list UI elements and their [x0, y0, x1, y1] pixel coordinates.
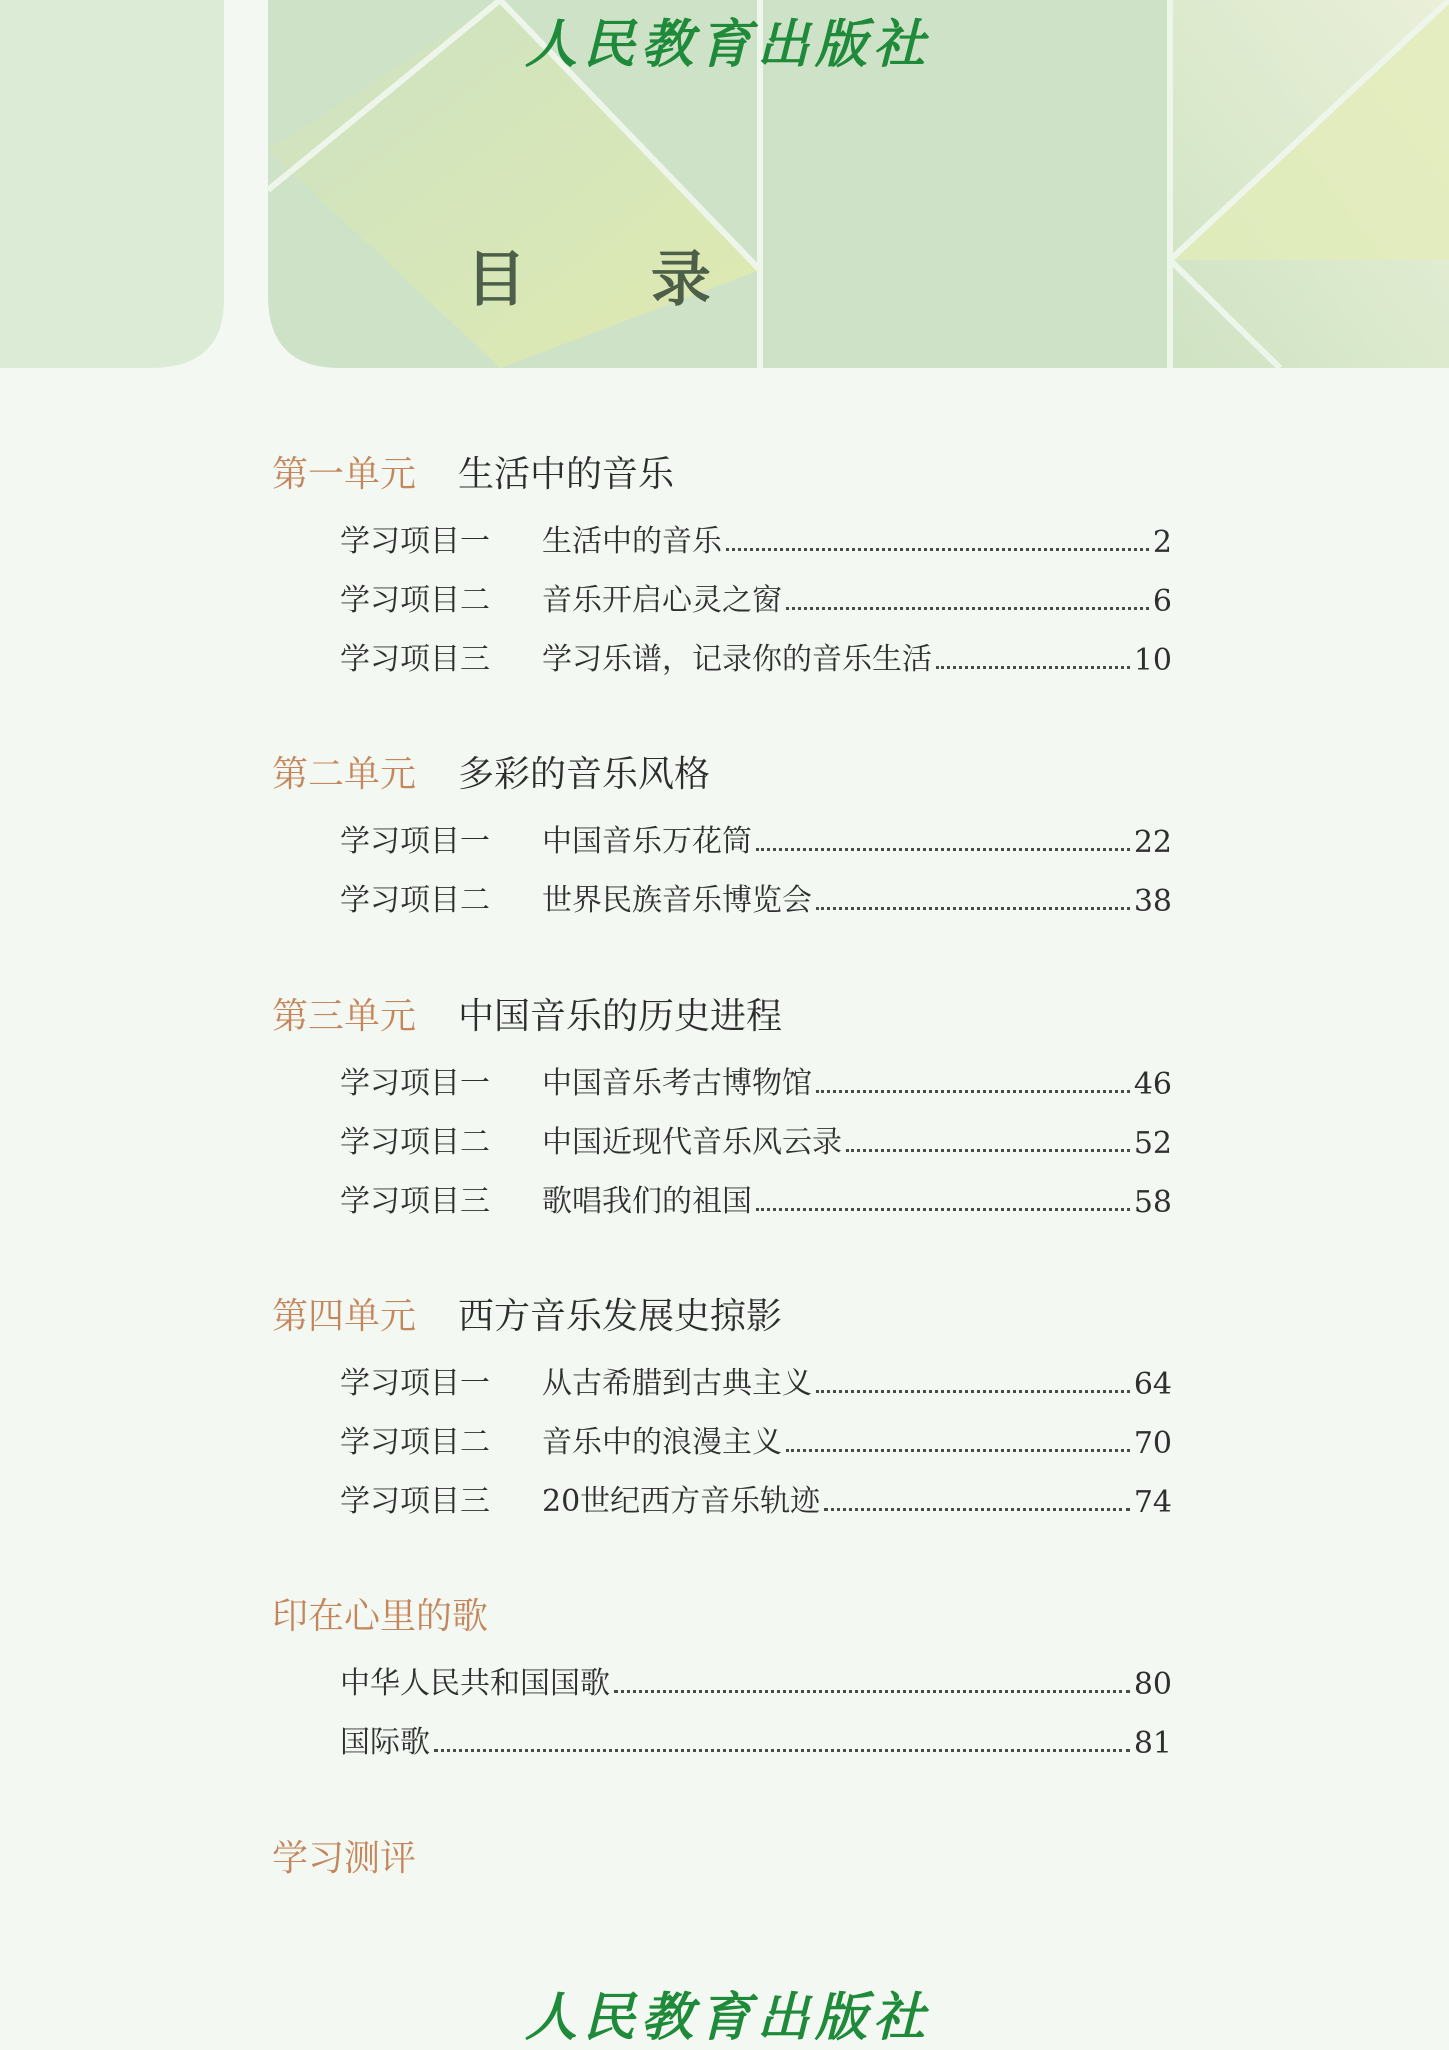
leader-dots [786, 607, 1149, 610]
entry-title: 生活中的音乐 [542, 524, 722, 559]
leader-dots [434, 1749, 1130, 1752]
toc-entry[interactable] [340, 630, 1172, 678]
entry-page: 70 [1133, 1426, 1172, 1461]
leader-dots [816, 907, 1130, 910]
unit-name: 多彩的音乐风格 [458, 754, 711, 795]
publisher-logo-top: 人民教育出版社 [525, 14, 932, 75]
entry-page: 2 [1152, 525, 1172, 560]
toc-entry[interactable] [340, 1172, 1172, 1220]
toc-entry[interactable] [340, 571, 1172, 619]
entry-page: 64 [1133, 1367, 1172, 1402]
unit-label: 第四单元 [272, 1296, 417, 1337]
unit-label: 第一单元 [272, 454, 417, 495]
leader-dots [824, 1508, 1130, 1511]
entry-code: 学习项目一 [340, 1066, 490, 1101]
unit-label: 第二单元 [272, 754, 417, 795]
entry-page: 74 [1133, 1485, 1172, 1520]
entry-title: 音乐中的浪漫主义 [542, 1425, 782, 1460]
section-heading[interactable] [272, 1830, 416, 1880]
unit-heading [272, 988, 782, 1038]
entry-title: 中国近现代音乐风云录 [542, 1125, 842, 1160]
unit-heading [272, 1288, 782, 1338]
toc-entry[interactable] [340, 812, 1172, 860]
entry-title: 中国音乐万花筒 [542, 824, 752, 859]
entry-code: 学习项目二 [340, 883, 490, 918]
entry-code: 学习项目三 [340, 1184, 490, 1219]
unit-heading [272, 746, 710, 796]
leader-dots [756, 1208, 1130, 1211]
leader-dots [726, 548, 1149, 551]
entry-title: 歌唱我们的祖国 [542, 1184, 752, 1219]
toc-entry[interactable] [340, 871, 1172, 919]
entry-title: 世界民族音乐博览会 [542, 883, 812, 918]
entry-code: 学习项目一 [340, 824, 490, 859]
entry-title: 20世纪西方音乐轨迹 [542, 1484, 821, 1519]
section-label: 印在心里的歌 [272, 1596, 489, 1637]
leader-dots [936, 666, 1130, 669]
entry-page: 38 [1133, 884, 1172, 919]
entry-page: 10 [1133, 643, 1172, 678]
toc-entry[interactable] [340, 1113, 1172, 1161]
unit-heading [272, 446, 674, 496]
entry-title: 国际歌 [340, 1725, 430, 1760]
leader-dots [816, 1090, 1130, 1093]
entry-page: 80 [1133, 1667, 1172, 1702]
entry-page: 6 [1152, 584, 1172, 619]
toc-entry[interactable] [340, 1654, 1172, 1702]
entry-title: 音乐开启心灵之窗 [542, 583, 782, 618]
section-label: 学习测评 [272, 1838, 417, 1879]
section-heading [272, 1588, 488, 1638]
publisher-logo-bottom: 人民教育出版社 [525, 1987, 932, 2048]
entry-page: 52 [1133, 1126, 1172, 1161]
entry-code: 学习项目一 [340, 1366, 490, 1401]
toc-entry[interactable] [340, 1054, 1172, 1102]
entry-code: 学习项目一 [340, 524, 490, 559]
unit-name: 中国音乐的历史进程 [458, 996, 783, 1037]
entry-title: 中国音乐考古博物馆 [542, 1066, 812, 1101]
entry-code: 学习项目二 [340, 1425, 490, 1460]
entry-code: 学习项目二 [340, 1125, 490, 1160]
entry-title: 学习乐谱，记录你的音乐生活 [542, 642, 932, 677]
page-title: 目 录 [466, 245, 763, 315]
entry-page: 46 [1133, 1067, 1172, 1102]
toc-entry[interactable] [340, 1472, 1172, 1520]
entry-page: 58 [1133, 1185, 1172, 1220]
leader-dots [786, 1449, 1130, 1452]
toc-entry[interactable] [340, 1713, 1172, 1761]
entry-title: 从古希腊到古典主义 [542, 1366, 812, 1401]
leader-dots [756, 848, 1130, 851]
entry-page: 22 [1133, 825, 1172, 860]
leader-dots [846, 1149, 1130, 1152]
toc-entry[interactable] [340, 1354, 1172, 1402]
toc-entry[interactable] [340, 512, 1172, 560]
unit-name: 生活中的音乐 [458, 454, 675, 495]
unit-name: 西方音乐发展史掠影 [458, 1296, 783, 1337]
unit-label: 第三单元 [272, 996, 417, 1037]
leader-dots [816, 1390, 1130, 1393]
entry-code: 学习项目二 [340, 583, 490, 618]
entry-title: 中华人民共和国国歌 [340, 1666, 610, 1701]
entry-code: 学习项目三 [340, 642, 490, 677]
entry-code: 学习项目三 [340, 1484, 490, 1519]
leader-dots [614, 1690, 1130, 1693]
toc-entry[interactable] [340, 1413, 1172, 1461]
entry-page: 81 [1133, 1726, 1172, 1761]
